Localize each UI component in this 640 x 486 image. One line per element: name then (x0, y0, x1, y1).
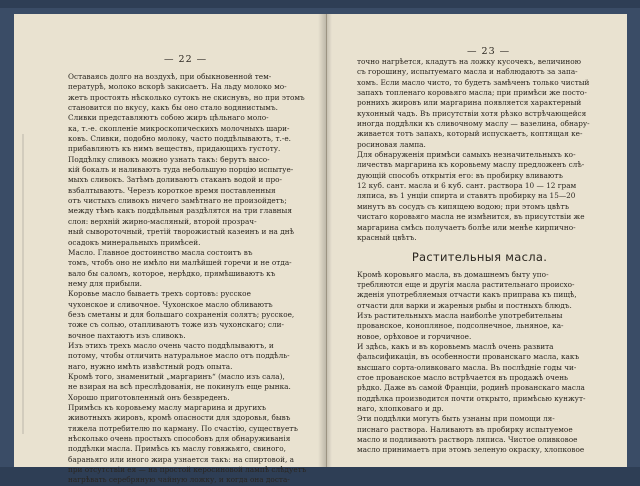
text-line: поддѣлка производится почти открыто, примѣсью кунжут- (357, 393, 586, 403)
text-line: рѣдко. Даже въ самой Франціи, родинѣ прованскаго масла (357, 383, 585, 393)
text-line: кухонный чадъ. Въ присутствіи хотя рѣзко встрѣчающейся (357, 108, 587, 118)
text-line: масло и подливаютъ растворъ ляписа. Чистое оливковое (357, 435, 578, 445)
text-line: Хорошо приготовленный онъ безвреденъ. (68, 392, 230, 402)
right-page-text (357, 57, 602, 456)
text-line: личествъ маргарина къ коровьему маслу предложенъ слѣ- (357, 160, 585, 170)
text-line: кій бокалъ и наливаютъ туда небольшую порцію испытуе- (68, 165, 294, 175)
text-line: Изъ растительныхъ масла наиболѣе употребительны (357, 310, 563, 320)
text-line: фальсификація, въ особенности прованскаго масла, какъ (357, 352, 580, 362)
text-line: съ горошину, испытуемаго масла и наблюдаютъ за запа- (357, 67, 578, 77)
text-line: становится по вкусу, какъ бы оно стало водянистымъ. (68, 103, 278, 113)
left-page-text (68, 72, 316, 486)
text-line: ка, т.-е. скопленіе микроскопическихъ молочныхъ шари- (68, 123, 290, 133)
text-line: взбалтываютъ. Черезъ короткое время поставленныя (68, 185, 276, 195)
text-line: хомъ. Если масло чисто, то будетъ замѣченъ только чистый (357, 77, 590, 87)
text-line: жетъ простоять нѣсколько сутокъ не скиснувъ, но при этомъ (68, 92, 305, 102)
text-line: не взирая на всѣ преслѣдованія, не покинулъ еще рынка. (68, 382, 291, 392)
text-line: Кромѣ того, знаменитый „маргаринъ“ (масло изъ сала), (68, 371, 285, 381)
section-heading: Растительныя масла. (411, 250, 548, 265)
text-line: Масло. Главное достоинство масла состоитъ въ (68, 247, 253, 257)
text-line: животныхъ жировъ, кромѣ опасности для здоровья, бывъ (68, 413, 291, 423)
text-line: пературѣ, молоко вскорѣ закисаетъ. На льду молоко мо- (68, 82, 287, 92)
page-number-right: — 23 — (467, 46, 511, 57)
right-text-before-heading (357, 57, 602, 243)
left-page (14, 14, 327, 485)
text-line: высшаго сорта-оливковаго масла. Въ послѣдніе годы чи- (357, 362, 577, 372)
text-line: новое, орѣховое и горчичное. (357, 331, 472, 341)
text-line: Примѣсь къ коровьему маслу маргарина и другихъ (68, 403, 266, 412)
text-line: прованское, конопляное, подсолнечное, льняное, ка- (357, 321, 564, 331)
text-line: потому, чтобы отличить натуральное масло отъ поддѣль- (68, 351, 290, 361)
page-number-left: — 22 — (164, 54, 208, 65)
text-line: между тѣмъ какъ поддѣльныя раздѣлятся на три главныя (68, 206, 292, 216)
text-line: наго, хлопковаго и др. (357, 404, 444, 413)
text-line: нагрѣвать серебряную чайную ложку, и когда она доста- (68, 475, 290, 485)
text-line: дующій способъ открытія его: въ пробирку вливаютъ (357, 170, 563, 180)
text-line: 12 куб. сант. масла и 6 куб. сант. раствора 10 — 12 грам (357, 181, 577, 191)
text-line: наго, нужно имѣть извѣстный родъ опыта. (68, 361, 233, 371)
text-line: Изъ этихъ трехъ масло очень часто поддѣлываютъ, и (68, 340, 274, 350)
text-line: Для обнаруженія примѣси самыхъ незначительныхъ ко- (357, 150, 576, 160)
text-line: масло принимаетъ при этомъ зеленую окраску, хлопковое (357, 445, 585, 455)
text-line: минутъ въ сосудъ съ кипящею водою; при этомъ цвѣтъ (357, 201, 570, 211)
text-line: точно нагрѣется, кладутъ на ложку кусочекъ, величиною (357, 57, 581, 66)
text-line: Эти поддѣлки могутъ быть узнаны при помощи ля- (357, 414, 555, 424)
text-line: Коровье масло бываетъ трехъ сортовъ: русское (68, 289, 251, 299)
text-line: росиновая лампа. (357, 139, 426, 149)
text-line: стое прованское масло встрѣчается въ продажѣ очень (357, 372, 569, 382)
pencil-mark (22, 134, 24, 434)
text-line: ковъ. Сливки, подобно молоку, часто поддѣлываютъ, т.-е. (68, 134, 291, 144)
text-line: иногда поддѣлки къ сливочному маслу — вазелина, обнару- (357, 119, 590, 129)
text-line: вочное пахтаютъ изъ сливокъ. (68, 330, 186, 340)
text-line: жденія употребляемыя отчасти какъ приправа къ пищѣ, (357, 290, 577, 300)
text-line: ляписа, въ 1 унціи спирта и ставятъ пробирку на 15—20 (357, 191, 576, 201)
text-line: Оставаясь долго на воздухѣ, при обыкновенной тем- (68, 72, 272, 81)
text-line: поддѣлки масла. Примѣсь къ маслу говяжьяго, свиного, (68, 444, 286, 454)
text-line: отчасти для варки и жареныя рыбы и постныхъ блюдъ. (357, 300, 572, 310)
text-line: И здѣсь, какъ и въ коровьемъ маслѣ очень развита (357, 341, 554, 351)
right-text-after-heading (357, 270, 602, 456)
text-line: при отсутствіи ея — на простой керосиновой лампѣ слѣдуетъ (68, 465, 307, 475)
text-line: осадокъ минеральныхъ примѣсей. (68, 237, 201, 247)
text-line: требляются еще и другія масла растительнаго происхо- (357, 279, 575, 289)
text-line: вало бы саломъ, которое, нерѣдко, прямѣшиваютъ къ (68, 268, 276, 278)
text-line: чистаго коровьяго масла не измѣнится, въ присутствіи же (357, 212, 585, 222)
text-line: нѣсколько очень простыхъ способовъ для обнаруживанія (68, 434, 291, 444)
text-line: писнаго раствора. Наливаютъ въ пробирку испытуемое (357, 424, 573, 434)
right-page (327, 14, 627, 467)
text-line: прибавляютъ къ нимъ веществъ, придающихъ густоту. (68, 144, 281, 154)
text-line: нему для прибыли. (68, 278, 142, 288)
text-line: отъ чистыхъ сливокъ ничего замѣтнаго не произойдетъ; (68, 196, 287, 206)
text-line: ный сывороточный, третій творожистый казеинъ и на днѣ (68, 227, 294, 237)
text-line: томъ, чтобъ оно не имѣло ни малѣйшей горечи и не отда- (68, 258, 292, 268)
text-line: бараньяго или иного жира узнается такъ: на спиртовой, а (68, 454, 295, 464)
text-line: живается тотъ запахъ, который испускаетъ, коптящая ке- (357, 129, 583, 139)
text-line: Кромѣ коровьяго масла, въ домашнемъ быту упо- (357, 269, 549, 279)
text-line: красный цвѣтъ. (357, 232, 417, 242)
text-line: слоя: верхній жирно-масляный, второй прозрач- (68, 216, 257, 226)
text-line: мыхъ сливокъ. Затѣмъ доливаютъ стаканъ водой и про- (68, 175, 283, 185)
text-line: роннихъ жировъ или маргарина появляется характерный (357, 98, 582, 108)
text-line: Поддѣлку сливокъ можно узнать такъ: берутъ высо- (68, 154, 270, 164)
text-line: маргарина смѣсь получаетъ болѣе или менѣе кирпично- (357, 222, 576, 232)
text-line: тоже съ солью, отапливаютъ тоже изъ чухонскаго; сли- (68, 320, 284, 330)
text-line: безъ сметаны и для большаго сохраненія солятъ; русское, (68, 309, 295, 319)
text-line: чухонское и сливочное. Чухонское масло обливаютъ (68, 299, 273, 309)
text-line: запахъ топленаго коровьяго масла; при примѣси же посто- (357, 88, 587, 98)
text-line: Сливки представляютъ собою жиръ цѣльнаго моло- (68, 113, 269, 123)
text-line: тяжела потребителю по карману. По счастію, существуетъ (68, 423, 298, 433)
